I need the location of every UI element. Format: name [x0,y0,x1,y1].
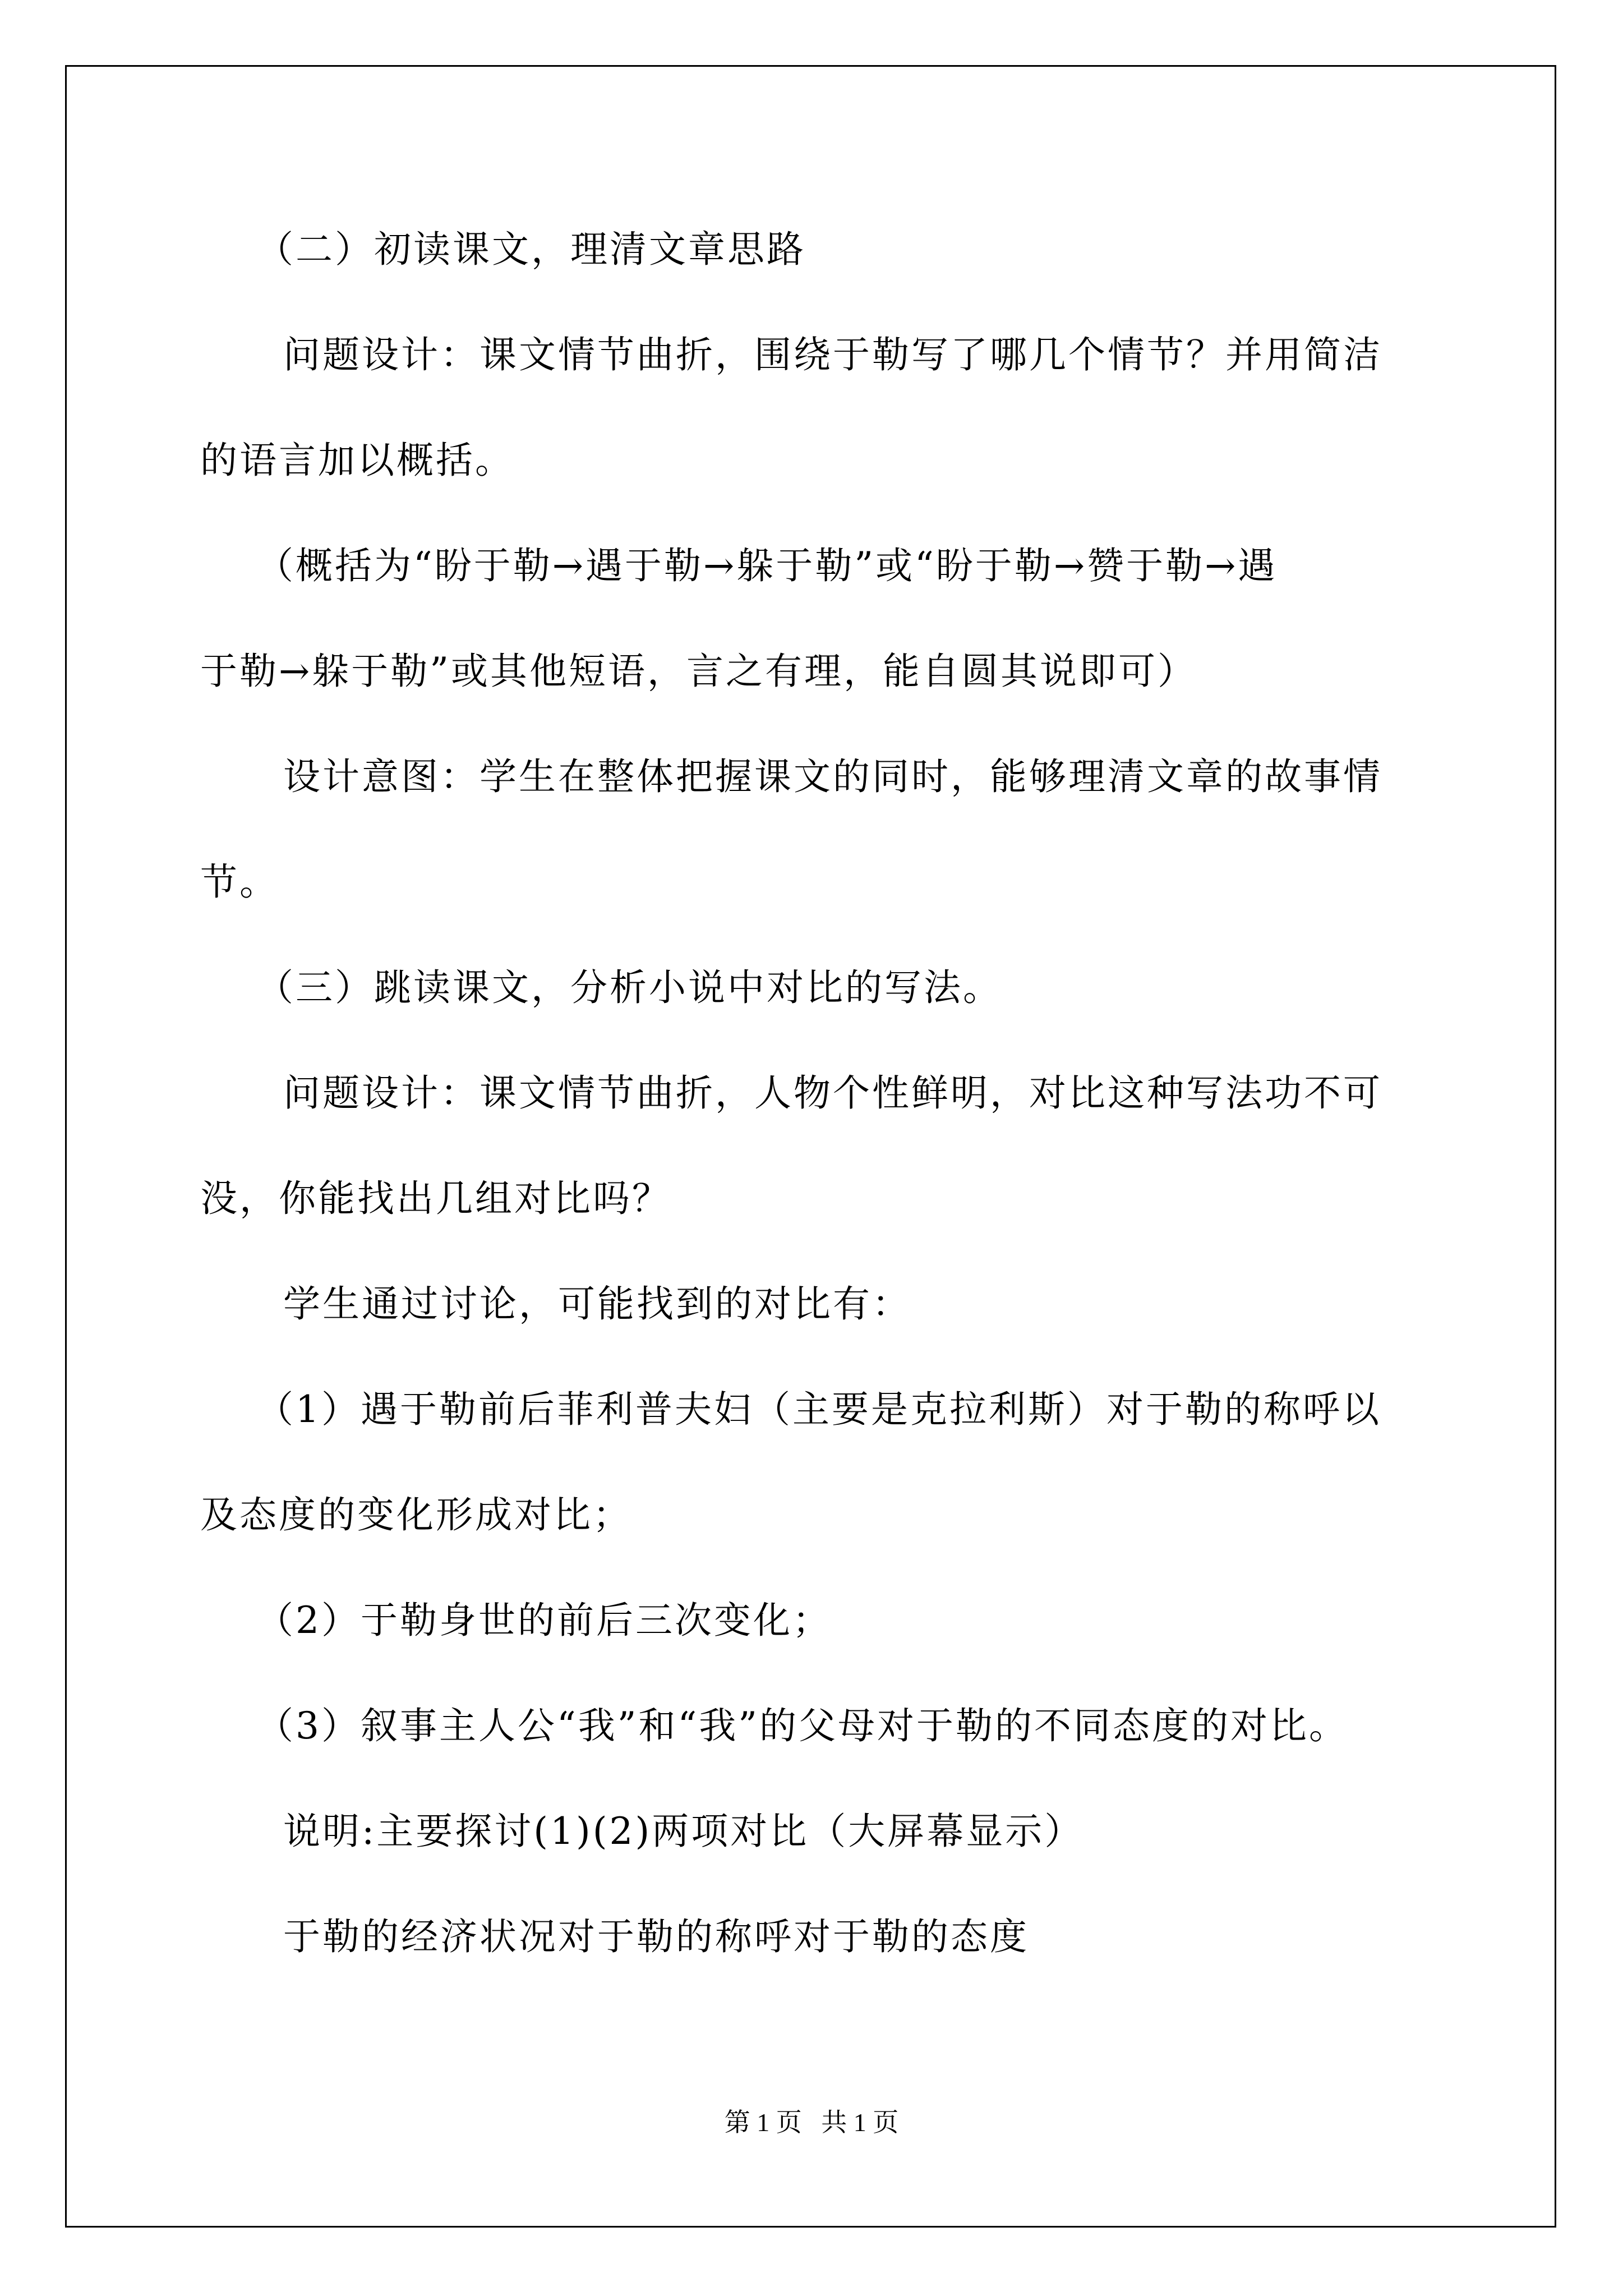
paragraph-line: 于勒→躲于勒”或其他短语，言之有理，能自圆其说即可） [200,650,1197,693]
paragraph-line: 节。 [200,861,279,904]
paragraph-line: 于勒的经济状况对于勒的称呼对于勒的态度 [283,1915,1029,1958]
paragraph-line: 问题设计：课文情节曲折，围绕于勒写了哪几个情节？并用简洁 [283,333,1382,376]
paragraph-line: （概括为“盼于勒→遇于勒→躲于勒”或“盼于勒→赞于勒→遇 [256,544,1278,587]
page-border [65,65,1556,2228]
paragraph-line: 设计意图：学生在整体把握课文的同时，能够理清文章的故事情 [283,755,1382,798]
page-footer: 第 1 页 共 1 页 [724,2108,899,2137]
list-item: （2）于勒身世的前后三次变化； [256,1599,832,1642]
list-item: （3）叙事主人公“我”和“我”的父母对于勒的不同态度的对比。 [256,1704,1348,1747]
paragraph-line: 问题设计：课文情节曲折，人物个性鲜明，对比这种写法功不可 [283,1071,1382,1115]
paragraph-line: 及态度的变化形成对比； [200,1493,632,1536]
list-item: （1）遇于勒前后菲利普夫妇（主要是克拉利斯）对于勒的称呼以 [256,1388,1381,1431]
section-heading-3: （三）跳读课文，分析小说中对比的写法。 [256,966,1002,1009]
paragraph-line: 的语言加以概括。 [200,439,514,482]
section-heading-2: （二）初读课文，理清文章思路 [256,228,806,271]
paragraph-line: 说明:主要探讨(1)(2)两项对比（大屏幕显示） [283,1810,1084,1853]
paragraph-line: 没，你能找出几组对比吗？ [200,1177,671,1220]
paragraph-line: 学生通过讨论，可能找到的对比有： [283,1282,911,1326]
